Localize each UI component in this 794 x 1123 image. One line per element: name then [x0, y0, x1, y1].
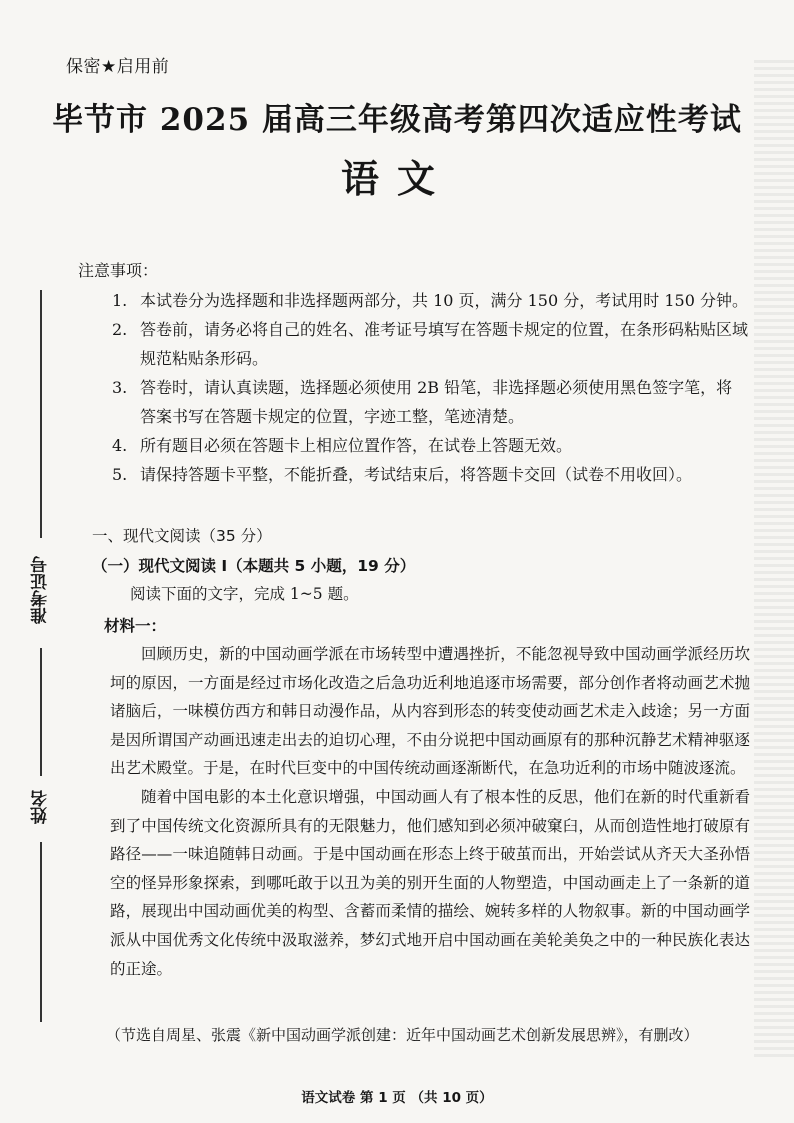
notice-item-text: 答卷时，请认真读题，选择题必须使用 2B 铅笔，非选择题必须使用黑色签字笔，将答案书写在答题卡规定的位置，字迹工整，笔迹清楚。	[140, 378, 733, 426]
notice-item-number: 3.	[112, 378, 128, 397]
scan-edge-shadow	[754, 60, 794, 1060]
passage-source: （节选自周星、张震《新中国动画学派创建：近年中国动画艺术创新发展思辨》，有删改）	[106, 1026, 699, 1044]
secret-mark: 保密★启用前	[66, 57, 170, 77]
subsection-title: （一）现代文阅读 Ⅰ（本题共 5 小题，19 分）	[92, 557, 416, 575]
notice-item	[108, 431, 748, 460]
material-label: 材料一：	[104, 617, 167, 635]
notice-list	[108, 286, 748, 489]
notice-heading: 注意事项：	[78, 261, 159, 280]
binding-line	[40, 842, 42, 1022]
notice-item-number: 4.	[112, 436, 128, 455]
exam-id-label: 准考证号	[31, 556, 51, 624]
notice-item	[108, 460, 748, 489]
passage-paragraph: 随着中国电影的本土化意识增强，中国动画人有了根本性的反思，他们在新的时代重新看到了中国传统文化资源所具有的无限魅力，他们感知到必须冲破窠臼，从而创造性地打破原有路径——一味追随韩日动画。于是中国动画在形态上终于破茧而出，开始尝试从齐天大圣孙悟空的怪异形象探索，到哪吒敢于以丑为美的别开生面的人物塑造，中国动画走上了一条新的道路，展现出中国动画优美的构型、含蓄而柔情的描绘、婉转多样的人物叙事。新的中国动画学派从中国优秀文化传统中汲取滋养，梦幻式地开启中国动画在美轮美奂之中的一种民族化表达的正途。	[110, 787, 750, 978]
notice-item	[108, 315, 748, 373]
notice-item-number: 1.	[112, 291, 128, 310]
reading-instruction: 阅读下面的文字，完成 1~5 题。	[130, 585, 359, 603]
exam-title: 毕节市 2025 届高三年级高考第四次适应性考试	[52, 102, 742, 138]
notice-item-text: 本试卷分为选择题和非选择题两部分，共 10 页，满分 150 分，考试用时 150 分钟。	[140, 291, 748, 310]
name-label: 姓名	[31, 790, 51, 824]
notice-item	[108, 373, 748, 431]
reading-passage	[110, 640, 750, 983]
notice-item-text: 答卷前，请务必将自己的姓名、准考证号填写在答题卡规定的位置，在条形码粘贴区域规范粘贴条形码。	[140, 320, 749, 368]
notice-item-text: 请保持答题卡平整，不能折叠，考试结束后，将答题卡交回（试卷不用收回）。	[140, 465, 693, 484]
notice-item-text: 所有题目必须在答题卡上相应位置作答，在试卷上答题无效。	[140, 436, 573, 455]
notice-item-number: 5.	[112, 465, 128, 484]
part-title: 一、现代文阅读（35 分）	[92, 527, 272, 545]
subject-title: 语文	[340, 156, 453, 201]
binding-line	[40, 290, 42, 538]
notice-item-number: 2.	[112, 320, 128, 339]
notice-item	[108, 286, 748, 315]
page-footer: 语文试卷 第 1 页 （共 10 页）	[301, 1090, 493, 1106]
binding-line	[40, 648, 42, 776]
passage-paragraph: 回顾历史，新的中国动画学派在市场转型中遭遇挫折，不能忽视导致中国动画学派经历坎坷的原因，一方面是经过市场化改造之后急功近利地追逐市场需要，部分创作者将动画艺术抛诸脑后，一味模仿西方和韩日动漫作品，从内容到形态的转变使动画艺术走入歧途；另一方面是因所谓国产动画迅速走出去的迫切心理，不由分说把中国动画原有的那种沉静艺术精神驱逐出艺术殿堂。于是，在时代巨变中的中国传统动画逐渐断代，在急功近利的市场中随波逐流。	[110, 645, 750, 778]
